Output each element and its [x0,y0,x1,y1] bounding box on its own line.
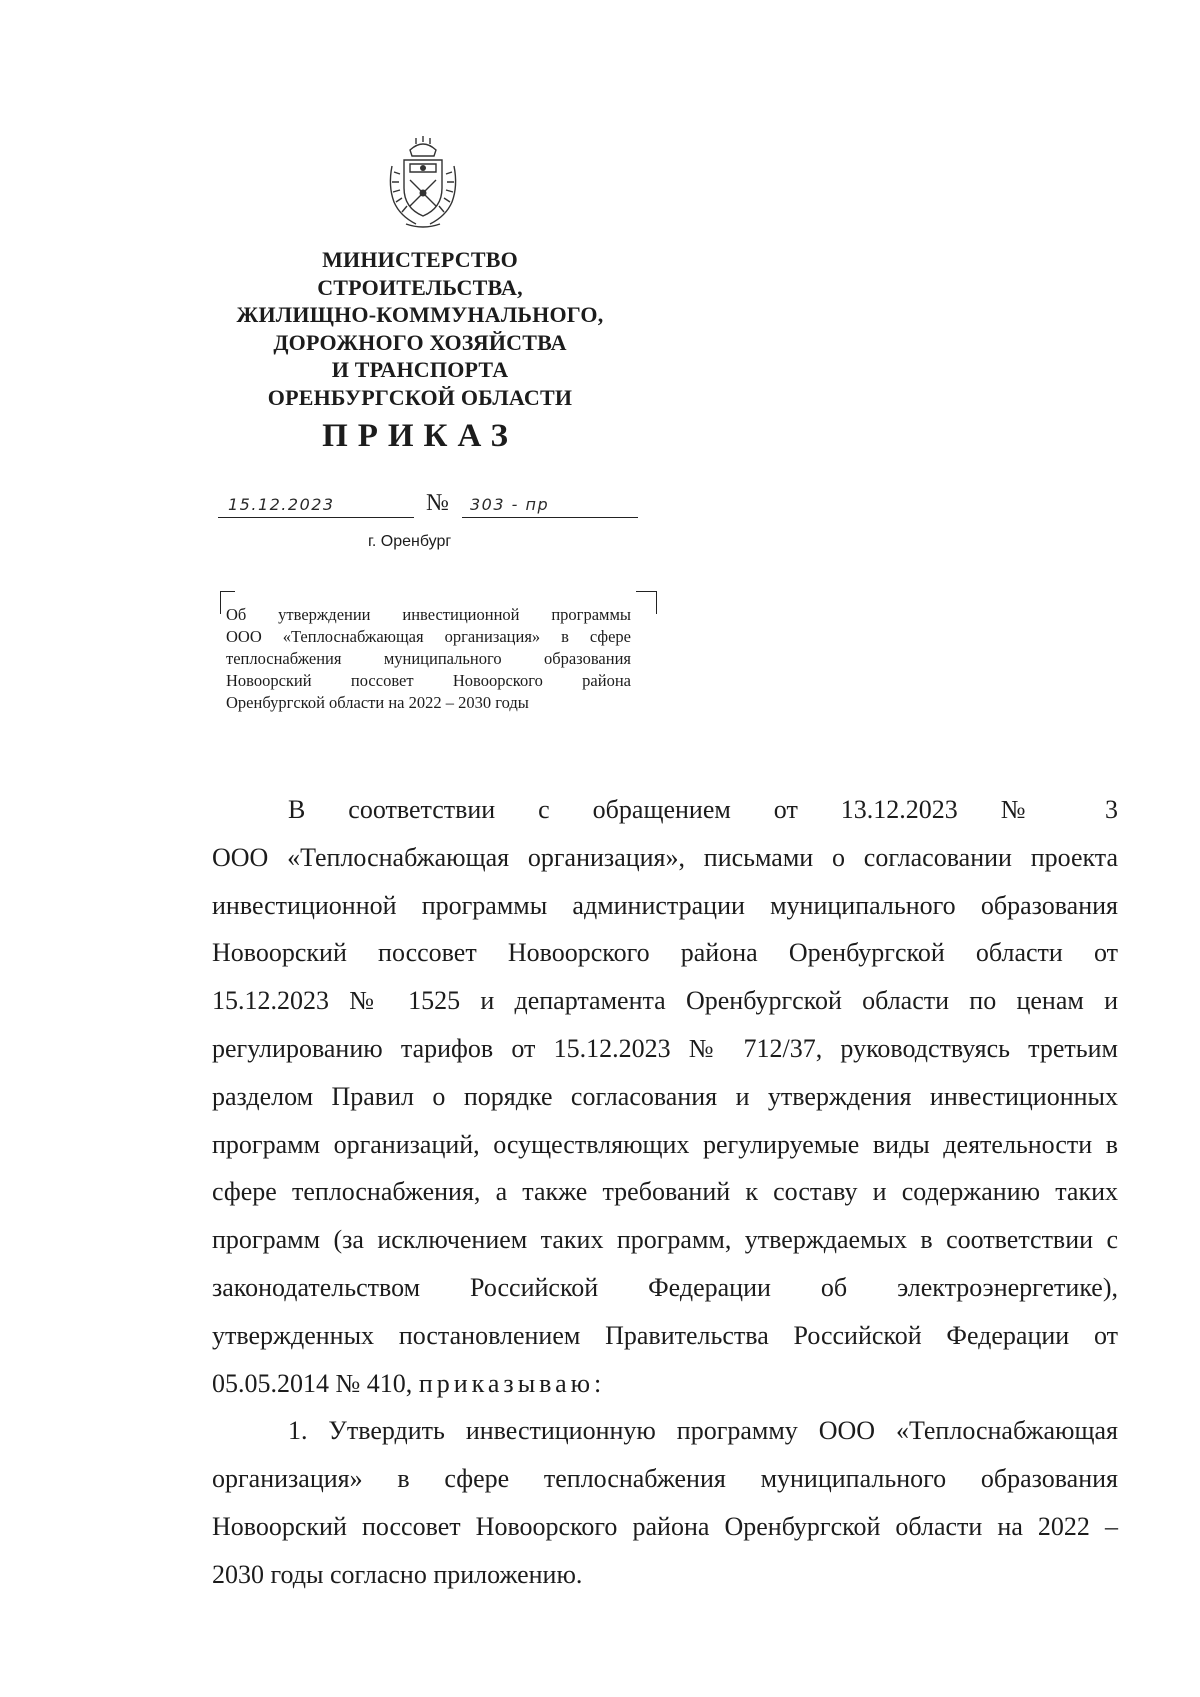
document-subject [226,604,631,714]
subject-bracket-right [636,591,657,614]
city-label: г. Оренбург [368,533,452,550]
subject-line: теплоснабжения муниципального образования [226,649,631,668]
subject-line: Оренбургской области на 2022 – 2030 годы [226,693,529,712]
item-1-line: Новоорский поссовет Новоорского района Оренбургской области на 2022 – [212,1511,1118,1541]
body-line: ООО «Теплоснабжающая организация», письмами о согласовании проекта [212,842,1118,872]
document-date: 15.12.2023 [218,490,414,518]
body-line-order [212,1360,1118,1408]
body-line: регулированию тарифов от 15.12.2023 № 712/37, руководствуясь третьим [212,1033,1118,1063]
body-line: программ организаций, осуществляющих регулируемые виды деятельности в [212,1129,1118,1159]
document-type-title: ПРИКАЗ [322,418,518,454]
body-line: В соответствии с обращением от 13.12.2023 № 3 [288,795,1118,824]
ministry-name-line: СТРОИТЕЛЬСТВА, [317,274,523,300]
body-line: утвержденных постановлением Правительства Российской Федерации от [212,1320,1118,1350]
item-1-line: 1. Утвердить инвестиционную программу ООО «Теплоснабжающая [288,1416,1118,1446]
ministry-name-line: ДОРОЖНОГО ХОЗЯЙСТВА [273,329,567,355]
ministry-name-line: И ТРАНСПОРТА [331,357,509,382]
body-line: законодательством Российской Федерации об электроэнергетике), [212,1272,1118,1302]
ministry-name-line: МИНИСТЕРСТВО [322,247,518,272]
number-sign: № [426,490,449,516]
body-line: разделом Правил о порядке согласования и утверждения инвестиционных [212,1081,1118,1111]
ministry-name-line: ОРЕНБУРГСКОЙ ОБЛАСТИ [267,384,573,410]
ministry-name-line: ЖИЛИЩНО-КОММУНАЛЬНОГО, [236,302,604,327]
document-body [212,786,1118,1599]
document-number: 303 - пр [462,490,638,518]
subject-line: Об утверждении инвестиционной программы [226,605,631,624]
item-1-line: организация» в сфере теплоснабжения муниципального образования [212,1464,1118,1494]
body-line: инвестиционной программы администрации муниципального образования [212,890,1118,920]
order-word: приказываю: [418,1368,606,1398]
date-number-line [218,490,622,522]
item-1-line: 2030 годы согласно приложению. [212,1559,583,1589]
body-line: сфере теплоснабжения, а также требований к составу и содержанию таких [212,1177,1118,1207]
body-line: 15.12.2023 № 1525 и департамента Оренбургской области по ценам и [212,986,1118,1016]
coat-of-arms-emblem [386,136,460,232]
body-line: Новоорский поссовет Новоорского района Оренбургской области от [212,938,1118,968]
subject-line: Новоорский поссовет Новоорского района [226,671,631,690]
subject-line: ООО «Теплоснабжающая организация» в сфере [226,627,631,646]
body-line: программ (за исключением таких программ, утверждаемых в соответствии с [212,1225,1118,1255]
body-line-start: 05.05.2014 № 410, [212,1368,419,1398]
ministry-name [190,246,650,411]
